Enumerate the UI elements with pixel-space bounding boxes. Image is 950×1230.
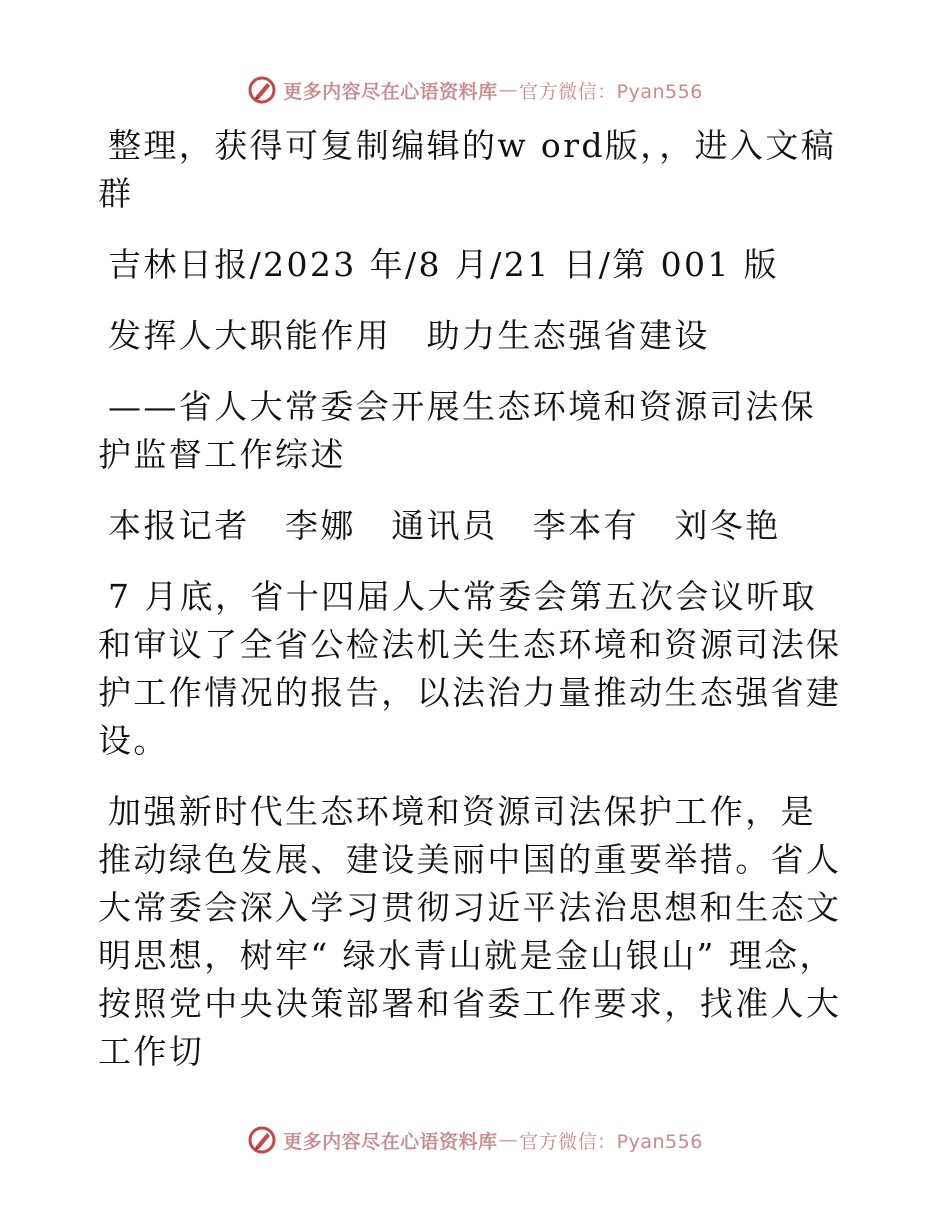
publication-info: 吉林日报/2023 年/8 月/21 日/第 001 版 bbox=[108, 245, 780, 284]
pen-logo-icon bbox=[247, 75, 277, 105]
watermark-brand: 更多内容尽在心语资料库 bbox=[283, 80, 498, 103]
intro-note: 整理，获得可复制编辑的w ord版，，进入文稿群 bbox=[98, 126, 837, 213]
watermark-contact: 官方微信：Pyan556 bbox=[519, 1130, 703, 1153]
document-body bbox=[98, 122, 850, 1099]
body-paragraph: 7 月底，省十四届人大常委会第五次会议听取和审议了全省公检法机关生态环境和资源司法保护工作情况的报告，以法治力量推动生态强省建设。 bbox=[98, 577, 842, 760]
byline: 本报记者 李娜 通讯员 李本有 刘冬艳 bbox=[108, 506, 781, 545]
watermark-dash: — bbox=[498, 1129, 519, 1151]
watermark-dash: — bbox=[498, 79, 519, 101]
watermark-header bbox=[0, 70, 950, 110]
watermark-brand: 更多内容尽在心语资料库 bbox=[283, 1130, 498, 1153]
pen-logo-icon bbox=[247, 1125, 277, 1155]
article-subheadline: ——省人大常委会开展生态环境和资源司法保护监督工作综述 bbox=[98, 387, 816, 474]
watermark-footer bbox=[0, 1120, 950, 1160]
body-paragraph: 加强新时代生态环境和资源司法保护工作，是推动绿色发展、建设美丽中国的重要举措。省人大常委会深入学习贯彻习近平法治思想和生态文明思想，树牢“ 绿水青山就是金山银山” 理念，按照党中央决策部署和省委工作要求，找准人大工作切 bbox=[98, 792, 842, 1071]
watermark-contact: 官方微信：Pyan556 bbox=[519, 80, 703, 103]
article-headline: 发挥人大职能作用 助力生态强省建设 bbox=[108, 316, 710, 355]
